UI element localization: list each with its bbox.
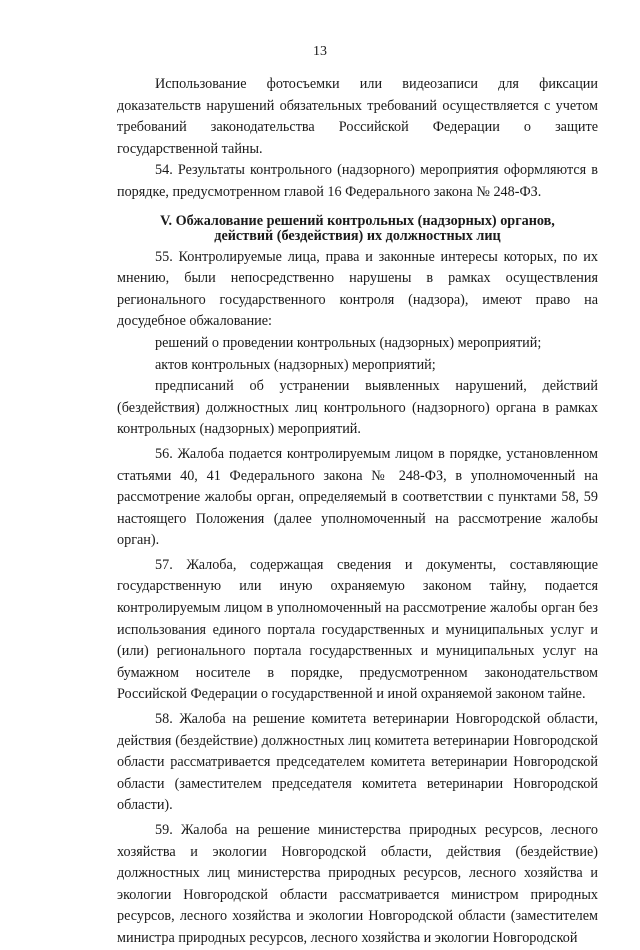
paragraph-54: 54. Результаты контрольного (надзорного) мероприятия оформляются в порядке, предусмотренном главой 16 Федерального закона № 248-ФЗ. xyxy=(117,162,598,200)
list-item-acts: актов контрольных (надзорных) мероприятий; xyxy=(155,356,436,373)
section-heading: V. Обжалование решений контрольных (надзорных) органов, действий (бездействия) их должностных лиц xyxy=(160,212,555,244)
paragraph-55: 55. Контролируемые лица, права и законные интересы которых, по их мнению, были непосредственно нарушены в рамках осуществления регионального государственного контроля (надзора), имеют право на досудебное обжалование: xyxy=(117,248,598,330)
paragraph-58: 58. Жалоба на решение комитета ветеринарии Новгородской области, действия (бездействие) должностных лиц комитета ветеринарии Новгородской области рассматривается председателем комитета ветеринарии Новгородской области (заместителем председателя комитета ветеринарии Новгородской области). xyxy=(117,711,598,814)
list-item-orders: предписаний об устранении выявленных нарушений, действий (бездействия) должностных лиц контрольного (надзорного) органа в рамках контрольных (надзорных) мероприятий. xyxy=(117,378,598,438)
page-number: 13 xyxy=(313,44,327,59)
paragraph-photo-video: Использование фотосъемки или видеозаписи для фиксации доказательств нарушений обязательных требований осуществляется с учетом требований законодательства Российской Федерации о защите государственной тайны. xyxy=(117,76,598,157)
list-item-decisions: решений о проведении контрольных (надзорных) мероприятий; xyxy=(155,334,542,351)
paragraph-57: 57. Жалоба, содержащая сведения и документы, составляющие государственную или иную охраняемую законом тайну, подается контролируемым лицом в уполномоченный на рассмотрение жалобы орган без использования единого портала государственных и муниципальных услуг и (или) регионального портала государственных и муниципальных услуг на бумажном носителе в порядке, предусмотренном законодательством Российской Федерации о государственной и иной охраняемой законом тайне. xyxy=(117,556,598,703)
paragraph-56: 56. Жалоба подается контролируемым лицом в порядке, установленном статьями 40, 41 Федерального закона № 248-ФЗ, в уполномоченный на рассмотрение жалобы орган, определяемый в соответствии с пунктами 58, 59 настоящего Положения (далее уполномоченный на рассмотрение жалобы орган). xyxy=(117,445,598,549)
paragraph-59: 59. Жалоба на решение министерства природных ресурсов, лесного хозяйства и экологии Новгородской области, действия (бездействие) должностных лиц министерства природных ресурсов, лесного хозяйства и экологии Новгородской области рассматривается министром природных ресурсов, лесного хозяйства и экологии Новгородской области (заместителем министра природных ресурсов, лесного хозяйства и экологии Новгородской xyxy=(117,822,598,946)
document-body xyxy=(117,74,598,950)
